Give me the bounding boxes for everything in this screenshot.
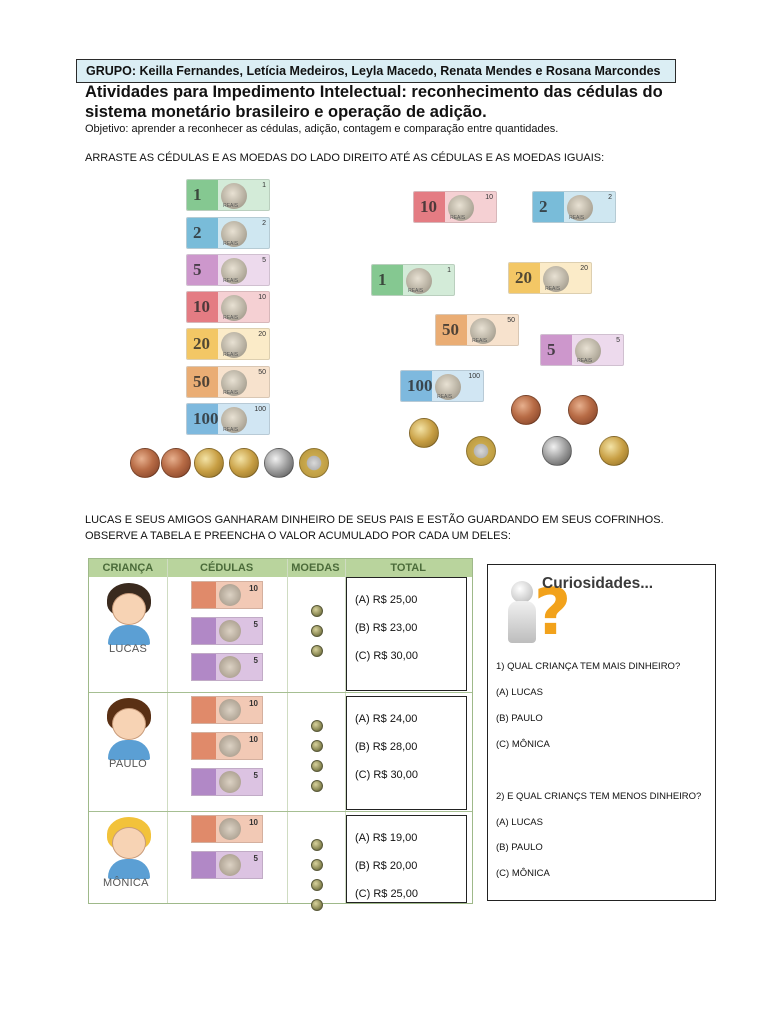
note-corner-value: 50 <box>507 317 515 324</box>
table-coin-icon <box>311 859 323 871</box>
note-value: 2 <box>193 223 202 242</box>
table-note <box>191 696 263 724</box>
note-corner-value: 100 <box>254 406 266 413</box>
total-option[interactable]: (C) R$ 25,00 <box>355 888 418 900</box>
right-note-2[interactable] <box>532 191 616 223</box>
left-note-2 <box>186 217 270 249</box>
total-option[interactable]: (A) R$ 24,00 <box>355 713 418 725</box>
note-currency: REAIS <box>569 215 585 221</box>
note-value: 10 <box>249 735 258 744</box>
child-name: PAULO <box>109 758 147 770</box>
note-corner-value: 10 <box>258 294 266 301</box>
table-coin-icon <box>311 760 323 772</box>
right-note-20[interactable] <box>508 262 592 294</box>
note-value: 5 <box>253 620 258 629</box>
note-value: 5 <box>547 340 556 359</box>
table-instruction-line-1: LUCAS E SEUS AMIGOS GANHARAM DINHEIRO DE SEUS PAIS E ESTÃO GUARDANDO EM SEUS COFRINHOS. <box>85 514 664 526</box>
note-currency: REAIS <box>223 427 239 433</box>
table-note <box>191 851 263 879</box>
left-coin-icon <box>229 448 259 478</box>
objective-text: Objetivo: aprender a reconhecer as cédulas, adição, contagem e comparação entre quantidades. <box>85 123 559 135</box>
total-option[interactable]: (A) R$ 25,00 <box>355 594 418 606</box>
note-value: 10 <box>249 584 258 593</box>
group-names-box: GRUPO: Keilla Fernandes, Letícia Medeiros, Leyla Macedo, Renata Mendes e Rosana Marcondes <box>76 59 676 83</box>
question-2: 2) E QUAL CRIANÇS TEM MENOS DINHEIRO? <box>496 791 702 802</box>
header-crianca: CRIANÇA <box>102 562 154 574</box>
left-note-50 <box>186 366 270 398</box>
header-moedas: MOEDAS <box>291 562 340 574</box>
note-value: 20 <box>193 334 210 353</box>
table-coin-icon <box>311 740 323 752</box>
table-instruction <box>85 512 705 544</box>
table-note <box>191 732 263 760</box>
left-coin-icon <box>194 448 224 478</box>
q2-option-a[interactable]: (A) LUCAS <box>496 817 543 828</box>
note-value: 5 <box>193 260 202 279</box>
right-coin-icon[interactable] <box>511 395 541 425</box>
title-line-2: sistema monetário brasileiro e operação de adição. <box>85 103 487 121</box>
note-value: 10 <box>420 197 437 216</box>
note-currency: REAIS <box>450 215 466 221</box>
right-coin-icon[interactable] <box>409 418 439 448</box>
table-note <box>191 815 263 843</box>
total-option[interactable]: (A) R$ 19,00 <box>355 832 418 844</box>
total-options-box <box>346 815 467 903</box>
note-value: 1 <box>378 270 387 289</box>
table-header <box>89 559 472 577</box>
note-value: 2 <box>539 197 548 216</box>
left-coin-icon <box>299 448 329 478</box>
note-currency: REAIS <box>408 288 424 294</box>
header-total: TOTAL <box>390 562 426 574</box>
note-currency: REAIS <box>223 315 239 321</box>
note-corner-value: 20 <box>580 265 588 272</box>
child-avatar <box>101 817 157 879</box>
total-option[interactable]: (B) R$ 23,00 <box>355 622 418 634</box>
note-value: 5 <box>253 854 258 863</box>
left-note-20 <box>186 328 270 360</box>
note-currency: REAIS <box>223 390 239 396</box>
right-coin-icon[interactable] <box>466 436 496 466</box>
note-currency: REAIS <box>223 278 239 284</box>
left-note-100 <box>186 403 270 435</box>
note-value: 50 <box>193 372 210 391</box>
right-coin-icon[interactable] <box>599 436 629 466</box>
note-value: 5 <box>253 771 258 780</box>
note-corner-value: 2 <box>608 194 612 201</box>
note-currency: REAIS <box>223 241 239 247</box>
right-note-10[interactable] <box>413 191 497 223</box>
note-currency: REAIS <box>223 352 239 358</box>
title-line-1: Atividades para Impedimento Intelectual: reconhecimento das cédulas do <box>85 83 663 101</box>
note-currency: REAIS <box>223 203 239 209</box>
note-corner-value: 2 <box>262 220 266 227</box>
child-name: LUCAS <box>109 643 148 655</box>
q2-option-c[interactable]: (C) MÔNICA <box>496 868 550 879</box>
table-instruction-line-2: OBSERVE A TABELA E PREENCHA O VALOR ACUMULADO POR CADA UM DELES: <box>85 530 511 542</box>
total-option[interactable]: (B) R$ 20,00 <box>355 860 418 872</box>
curiosidades-box <box>487 564 716 901</box>
right-note-1[interactable] <box>371 264 455 296</box>
question-1: 1) QUAL CRIANÇA TEM MAIS DINHEIRO? <box>496 661 681 672</box>
right-note-50[interactable] <box>435 314 519 346</box>
note-value: 100 <box>407 376 433 395</box>
note-value: 20 <box>515 268 532 287</box>
left-coin-icon <box>264 448 294 478</box>
note-corner-value: 100 <box>468 373 480 380</box>
right-note-5[interactable] <box>540 334 624 366</box>
q1-option-a[interactable]: (A) LUCAS <box>496 687 543 698</box>
table-note <box>191 617 263 645</box>
note-currency: REAIS <box>437 394 453 400</box>
note-value: 1 <box>193 185 202 204</box>
note-value: 50 <box>442 320 459 339</box>
child-avatar <box>101 698 157 760</box>
note-value: 10 <box>249 699 258 708</box>
question-mark-icon: ? <box>534 576 572 650</box>
child-name: MÔNICA <box>103 877 149 889</box>
note-corner-value: 10 <box>485 194 493 201</box>
table-coin-icon <box>311 780 323 792</box>
table-note <box>191 581 263 609</box>
note-corner-value: 5 <box>616 337 620 344</box>
page-title <box>85 82 685 122</box>
table-note <box>191 768 263 796</box>
drag-instruction: ARRASTE AS CÉDULAS E AS MOEDAS DO LADO DIREITO ATÉ AS CÉDULAS E AS MOEDAS IGUAIS: <box>85 152 605 164</box>
q1-option-c[interactable]: (C) MÔNICA <box>496 739 550 750</box>
note-corner-value: 20 <box>258 331 266 338</box>
note-value: 10 <box>193 297 210 316</box>
note-corner-value: 1 <box>262 182 266 189</box>
total-option[interactable]: (C) R$ 30,00 <box>355 769 418 781</box>
total-option[interactable]: (B) R$ 28,00 <box>355 741 418 753</box>
table-coin-icon <box>311 899 323 911</box>
note-corner-value: 5 <box>262 257 266 264</box>
total-options-box <box>346 577 467 691</box>
note-corner-value: 50 <box>258 369 266 376</box>
right-coin-icon[interactable] <box>568 395 598 425</box>
q2-option-b[interactable]: (B) PAULO <box>496 842 543 853</box>
child-avatar <box>101 583 157 645</box>
note-currency: REAIS <box>577 358 593 364</box>
savings-table <box>88 558 473 904</box>
note-currency: REAIS <box>472 338 488 344</box>
table-coin-icon <box>311 645 323 657</box>
header-cedulas: CÉDULAS <box>200 562 254 574</box>
left-coin-icon <box>130 448 160 478</box>
left-note-10 <box>186 291 270 323</box>
curiosidades-title: Curiosidades... <box>542 575 654 592</box>
table-coin-icon <box>311 879 323 891</box>
table-coin-icon <box>311 605 323 617</box>
right-coin-icon[interactable] <box>542 436 572 466</box>
table-coin-icon <box>311 720 323 732</box>
note-value: 5 <box>253 656 258 665</box>
q1-option-b[interactable]: (B) PAULO <box>496 713 543 724</box>
left-note-1 <box>186 179 270 211</box>
note-corner-value: 1 <box>447 267 451 274</box>
left-coin-icon <box>161 448 191 478</box>
total-options-box <box>346 696 467 810</box>
total-option[interactable]: (C) R$ 30,00 <box>355 650 418 662</box>
note-currency: REAIS <box>545 286 561 292</box>
note-value: 10 <box>249 818 258 827</box>
left-note-5 <box>186 254 270 286</box>
table-note <box>191 653 263 681</box>
note-value: 100 <box>193 409 219 428</box>
table-coin-icon <box>311 839 323 851</box>
table-coin-icon <box>311 625 323 637</box>
right-note-100[interactable] <box>400 370 484 402</box>
